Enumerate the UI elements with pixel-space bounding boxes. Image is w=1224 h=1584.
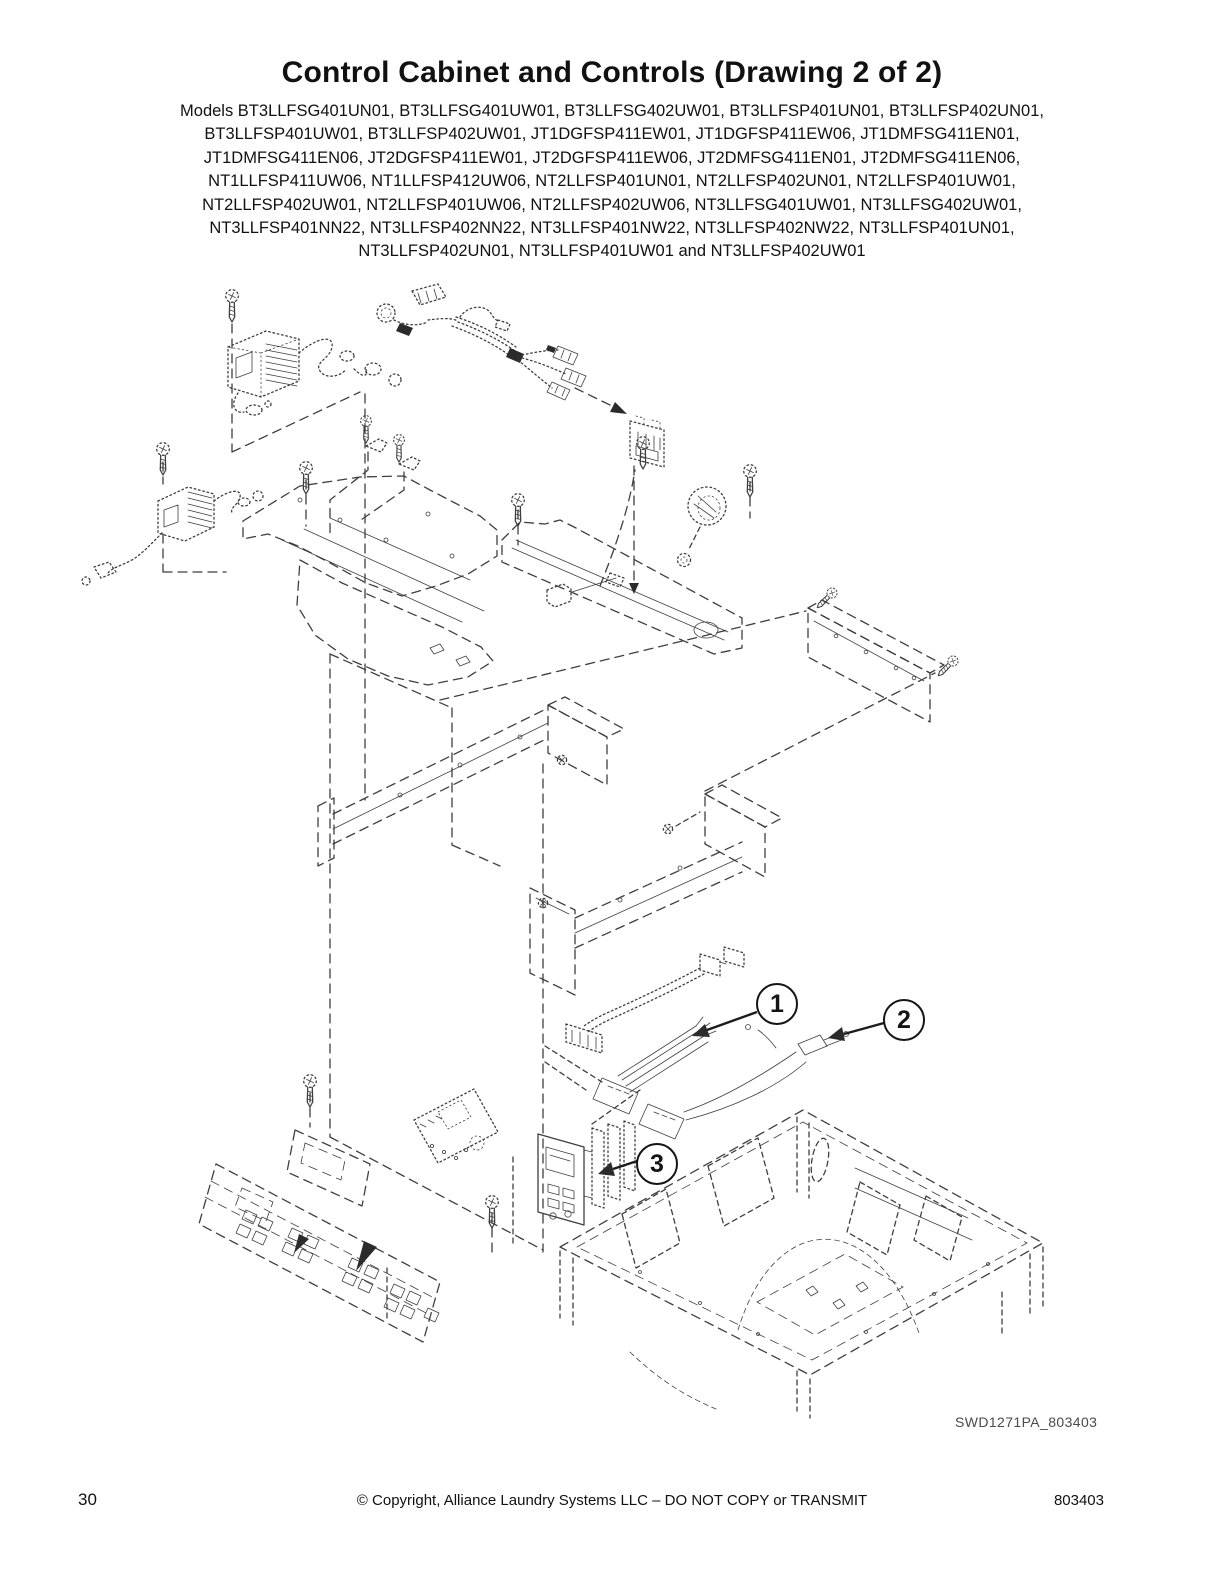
models-line: JT1DMFSG411EN06, JT2DGFSP411EW01, JT2DGFSP411EW06, JT2DMFSG411EN01, JT2DMFSG411EN06, (203, 148, 1021, 167)
grommet (678, 487, 727, 567)
noise-filter-harness-upper (228, 331, 401, 415)
support-bracket-strip (502, 520, 742, 654)
page-number: 30 (78, 1490, 97, 1509)
leader-lines (163, 324, 935, 1318)
page-header (0, 0, 1224, 264)
models-list (0, 100, 1224, 264)
drawing-code: SWD1271PA_803403 (955, 1414, 1098, 1430)
models-line: Models BT3LLFSG401UN01, BT3LLFSG401UW01, BT3LLFSG402UW01, BT3LLFSP401UN01, BT3LLFSP402UN01, (180, 102, 1044, 120)
models-line: NT1LLFSP411UW06, NT1LLFSP412UW06, NT2LLFSP401UN01, NT2LLFSP402UN01, NT2LLFSP401UW01, (208, 172, 1016, 191)
models-line: NT3LLFSP402UN01, NT3LLFSP401UW01 and NT3LLFSP402UW01 (358, 242, 866, 261)
models-line: BT3LLFSP401UW01, BT3LLFSP402UW01, JT1DGFSP411EW01, JT1DGFSP411EW06, JT1DMFSG411EN01, (204, 125, 1020, 144)
models-line: NT3LLFSP401NN22, NT3LLFSP402NN22, NT3LLFSP401NW22, NT3LLFSP402NW22, NT3LLFSP401UN01, (209, 219, 1015, 238)
callout-balloon-3: 3 (636, 1143, 678, 1185)
fascia-bracket (287, 1130, 370, 1206)
callout-balloon-2: 2 (883, 999, 925, 1041)
terminal-block-connector (630, 416, 664, 467)
cabinet-shell (560, 1110, 1043, 1418)
copyright-notice: © Copyright, Alliance Laundry Systems LLC – DO NOT COPY or TRANSMIT (356, 1492, 868, 1509)
noise-filter-harness-lower (82, 487, 263, 585)
models-line: NT2LLFSP402UW01, NT2LLFSP401UW06, NT2LLFSP402UW06, NT3LLFSG401UW01, NT3LLFSG402UW01, (202, 195, 1022, 214)
jumper-harness (566, 947, 744, 1053)
control-panel-fascia (199, 1164, 440, 1342)
control-mounting-plate (243, 476, 497, 685)
main-wire-harness (377, 284, 627, 414)
timer-control-item3 (538, 1121, 635, 1225)
side-bracket-right (808, 600, 944, 722)
control-board (414, 1089, 498, 1163)
thermistor-cable-item2 (639, 1025, 849, 1140)
callout-balloon-1: 1 (756, 983, 798, 1025)
document-number: 803403 (1053, 1492, 1104, 1509)
support-rail-upper (318, 697, 624, 866)
control-hood-frame (330, 654, 543, 1252)
page-title: Control Cabinet and Controls (Drawing 2 of 2) (281, 56, 943, 89)
